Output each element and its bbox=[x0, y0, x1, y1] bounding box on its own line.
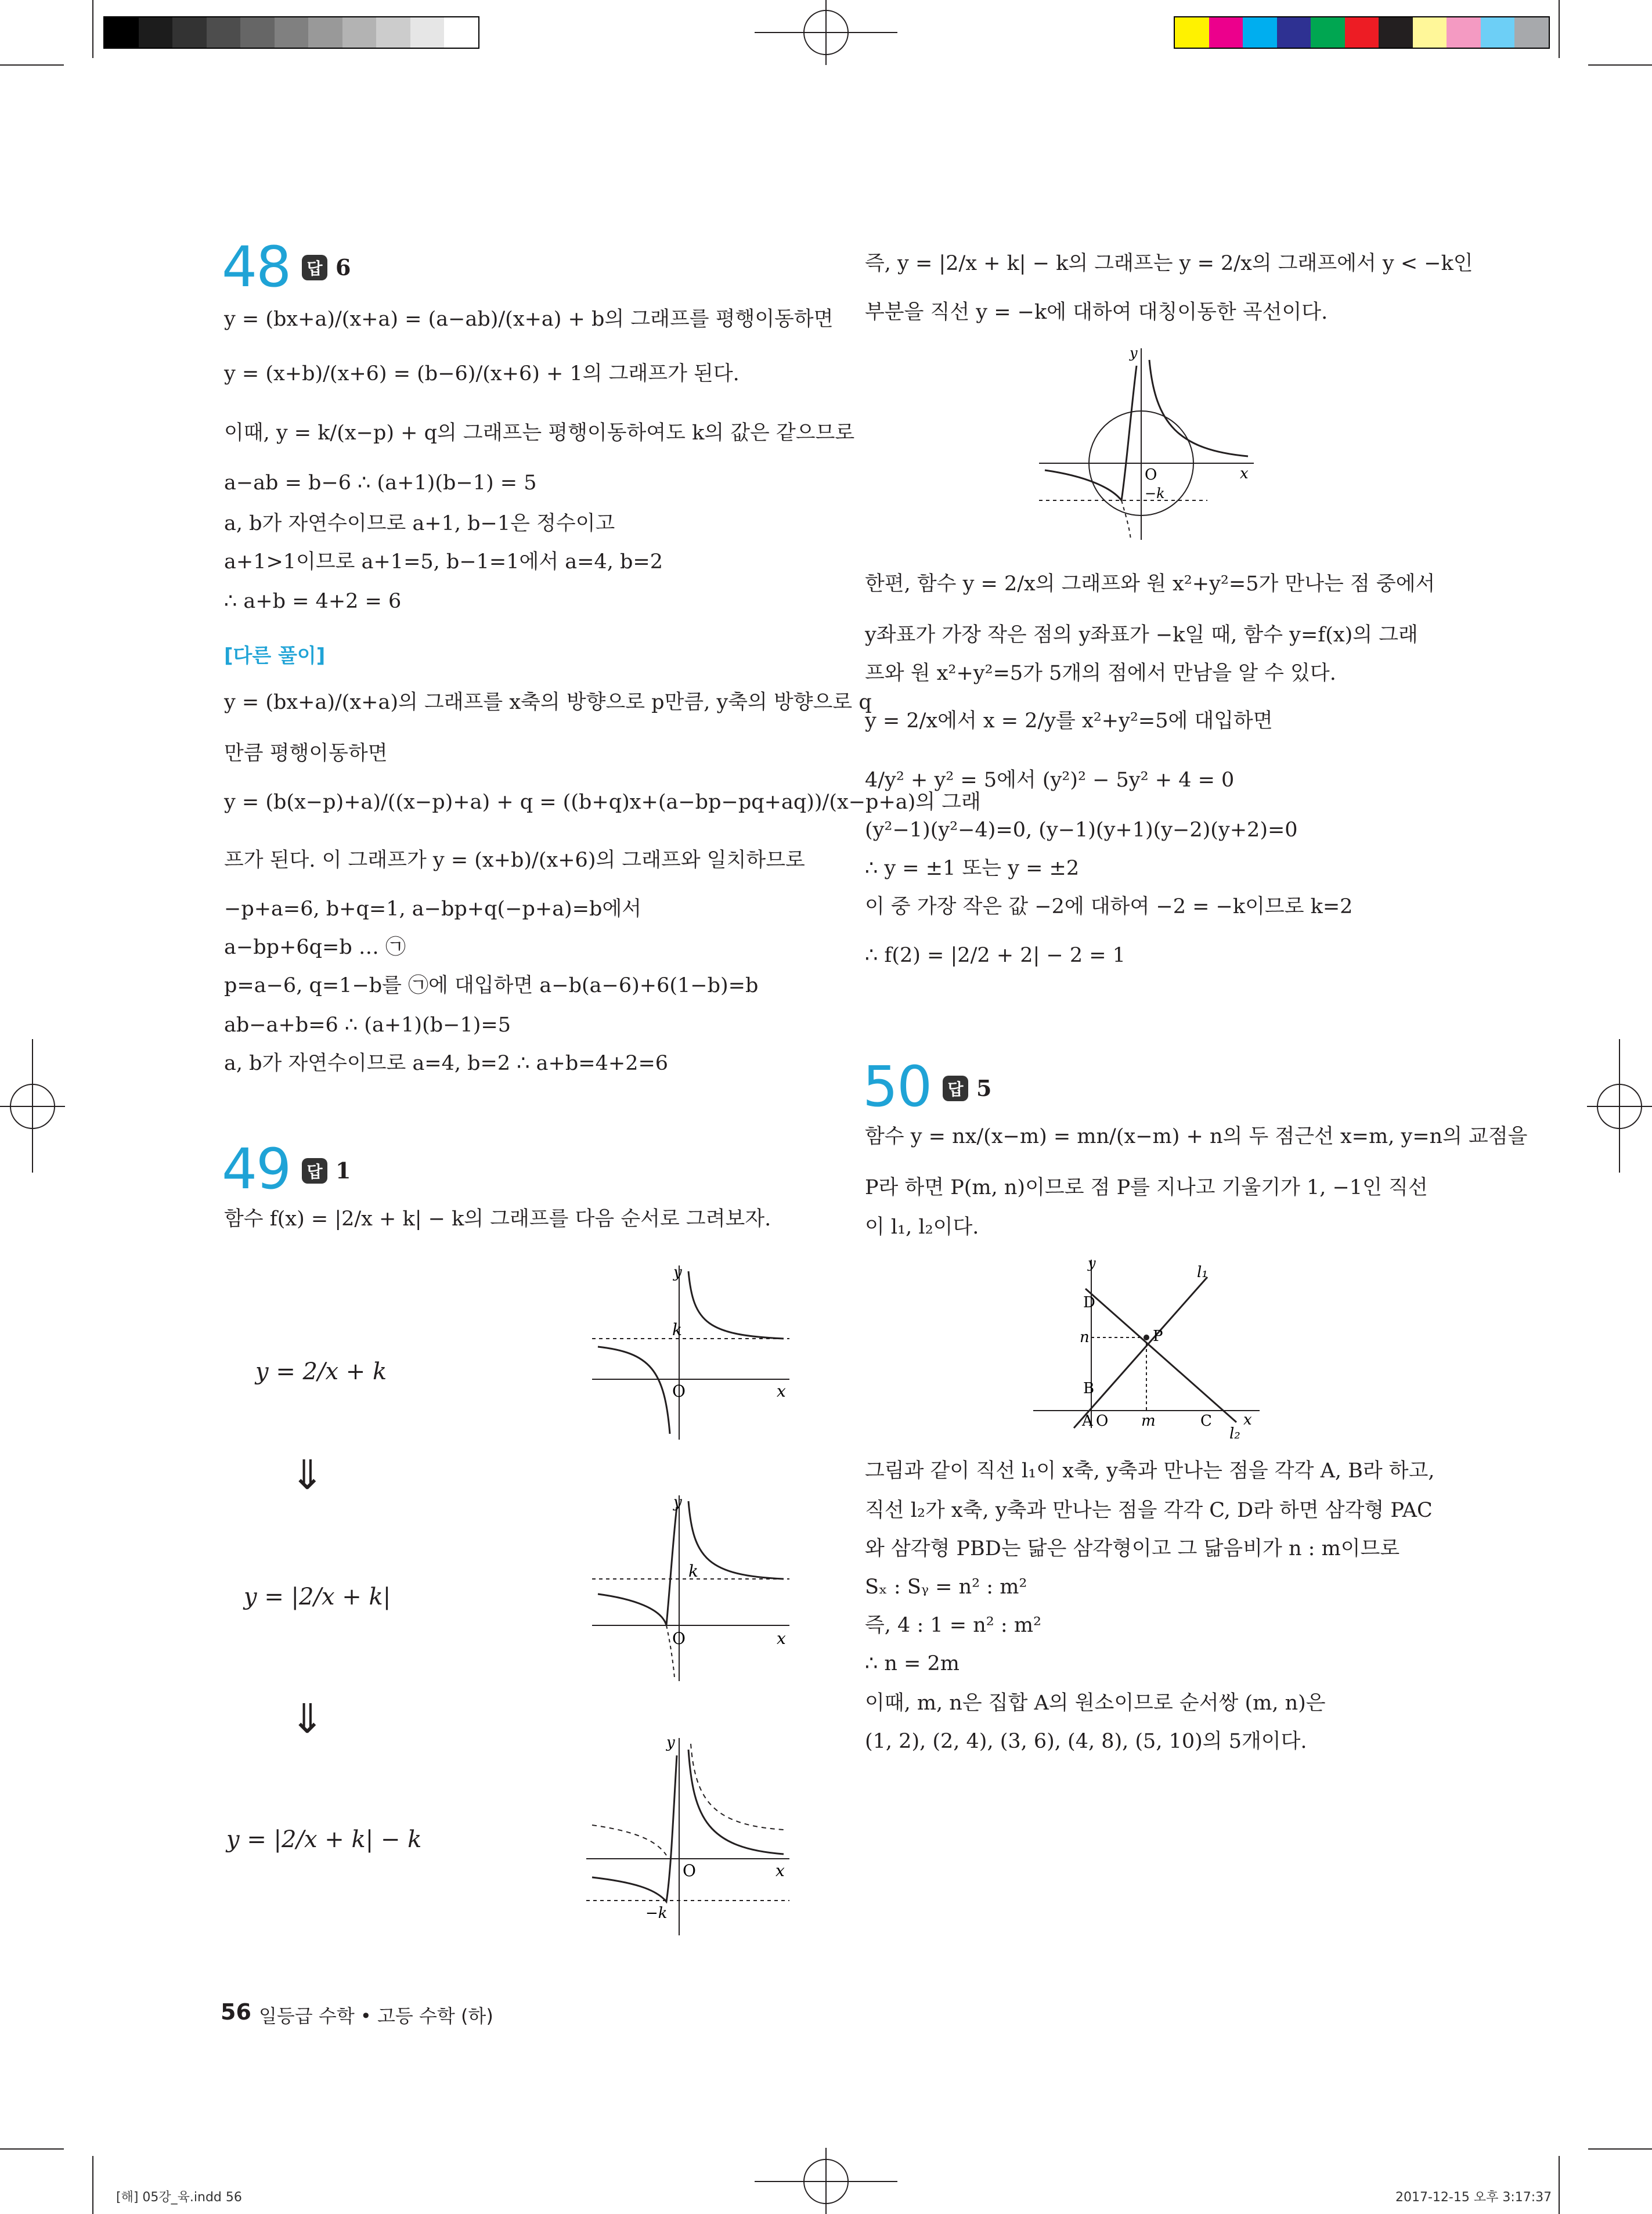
q50-after-line: 즉, 4 : 1 = n² : m² bbox=[865, 1614, 1042, 1637]
q49-after-line: 이 중 가장 작은 값 −2에 대하여 −2 = −k이므로 k=2 bbox=[865, 895, 1353, 918]
answer-badge: 답 bbox=[302, 255, 327, 280]
slug-right: 2017-12-15 오후 3:17:37 bbox=[1395, 2190, 1552, 2205]
label-y: y bbox=[666, 1734, 675, 1751]
hyperbola-left-dashed bbox=[1121, 500, 1131, 540]
hyperbola-right bbox=[1149, 360, 1248, 456]
circle-hyperbola-graph bbox=[1033, 342, 1265, 546]
q48-other-line: a−bp+6q=b … ㉠ bbox=[224, 936, 406, 959]
label-x: x bbox=[777, 1382, 786, 1401]
label-y: y bbox=[1088, 1255, 1096, 1271]
q48-other-line: 프가 된다. 이 그래프가 y = (x+b)/(x+6)의 그래프와 일치하므로 bbox=[224, 849, 805, 872]
label-o: O bbox=[1145, 466, 1157, 484]
q48-line: 이때, y = k/(x−p) + q의 그래프는 평행이동하여도 k의 값은 같으므로 bbox=[224, 421, 855, 445]
question-48-answer bbox=[302, 254, 351, 280]
question-48-number: 48 bbox=[222, 235, 291, 300]
label-l1: l₁ bbox=[1197, 1264, 1208, 1281]
q50-line: P라 하면 P(m, n)이므로 점 P를 지나고 기울기가 1, −1인 직선 bbox=[865, 1176, 1428, 1199]
q50-line: 함수 y = nx/(x−m) = mn/(x−m) + n의 두 점근선 x=m, y=n의 교점을 bbox=[865, 1125, 1528, 1148]
q48-line: ∴ a+b = 4+2 = 6 bbox=[224, 590, 402, 613]
question-49-answer bbox=[302, 1158, 351, 1184]
label-n: n bbox=[1080, 1329, 1090, 1346]
label-x: x bbox=[775, 1861, 785, 1880]
label-m: m bbox=[1141, 1412, 1156, 1430]
q49-after-line: y = 2/x에서 x = 2/y를 x²+y²=5에 대입하면 bbox=[865, 709, 1273, 733]
answer-badge: 답 bbox=[302, 1158, 327, 1184]
shifted-right bbox=[688, 1750, 784, 1854]
label-minus-k: −k bbox=[1145, 485, 1165, 502]
q49-cont-line: 즉, y = |2/x + k| − k의 그래프는 y = 2/x의 그래프에서 y < −k인 bbox=[865, 252, 1473, 275]
question-50-number: 50 bbox=[863, 1054, 932, 1119]
label-o: O bbox=[683, 1861, 696, 1880]
q48-line: y = (bx+a)/(x+a) = (a−ab)/(x+a) + b의 그래프를 평행이동하면 bbox=[224, 308, 834, 331]
q48-line: a+1>1이므로 a+1=5, b−1=1에서 a=4, b=2 bbox=[224, 550, 663, 574]
q48-other-line: 만큼 평행이동하면 bbox=[224, 742, 388, 765]
answer-value: 5 bbox=[976, 1075, 992, 1101]
step2-graph bbox=[586, 1490, 795, 1687]
hyperbola-right bbox=[688, 1501, 784, 1579]
q48-other-line: a, b가 자연수이므로 a=4, b=2 ∴ a+b=4+2=6 bbox=[224, 1052, 669, 1075]
q49-after-line: y좌표가 가장 작은 점의 y좌표가 −k일 때, 함수 y=f(x)의 그래 bbox=[865, 623, 1418, 647]
q50-after-line: 그림과 같이 직선 l₁이 x축, y축과 만나는 점을 각각 A, B라 하고, bbox=[865, 1459, 1435, 1483]
label-y: y bbox=[1130, 345, 1138, 361]
q49-after-line: 4/y² + y² = 5에서 (y²)² − 5y² + 4 = 0 bbox=[865, 769, 1235, 792]
original-left-dashed bbox=[592, 1825, 666, 1855]
q48-line: a−ab = b−6 ∴ (a+1)(b−1) = 5 bbox=[224, 471, 537, 495]
label-b: B bbox=[1083, 1380, 1095, 1397]
answer-value: 1 bbox=[336, 1158, 351, 1184]
label-x: x bbox=[1240, 465, 1249, 482]
step-arrow: ⇓ bbox=[290, 1451, 324, 1499]
step-arrow: ⇓ bbox=[290, 1695, 324, 1743]
label-a: A bbox=[1082, 1412, 1093, 1430]
q49-after-line: ∴ f(2) = |2/2 + 2| − 2 = 1 bbox=[865, 944, 1126, 967]
question-50-answer bbox=[943, 1075, 991, 1101]
hyperbola-right bbox=[688, 1271, 784, 1339]
step2-caption: y = |2/x + k| bbox=[244, 1584, 391, 1610]
q49-after-line: 프와 원 x²+y²=5가 5개의 점에서 만남을 알 수 있다. bbox=[865, 662, 1336, 685]
step3-caption: y = |2/x + k| − k bbox=[226, 1826, 422, 1853]
q48-other-line: −p+a=6, b+q=1, a−bp+q(−p+a)=b에서 bbox=[224, 897, 642, 921]
q49-after-line: ∴ y = ±1 또는 y = ±2 bbox=[865, 857, 1080, 880]
label-k: k bbox=[688, 1562, 698, 1581]
step3-graph bbox=[580, 1732, 795, 1941]
step1-caption: y = 2/x + k bbox=[255, 1358, 387, 1385]
label-c: C bbox=[1200, 1412, 1212, 1430]
shifted-left bbox=[592, 1755, 677, 1902]
hyperbola-left-reflected bbox=[1045, 366, 1137, 500]
label-o: O bbox=[672, 1382, 686, 1401]
label-k: k bbox=[672, 1320, 682, 1339]
label-y: y bbox=[673, 1264, 682, 1281]
q48-line: a, b가 자연수이므로 a+1, b−1은 정수이고 bbox=[224, 512, 615, 535]
label-x: x bbox=[777, 1629, 786, 1648]
q50-after-line: Sₓ : Sᵧ = n² : m² bbox=[865, 1575, 1027, 1599]
q50-after-line: 직선 l₂가 x축, y축과 만나는 점을 각각 C, D라 하면 삼각형 PAC bbox=[865, 1499, 1433, 1522]
original-right-dashed bbox=[691, 1744, 784, 1830]
q49-cont-line: 부분을 직선 y = −k에 대하여 대칭이동한 곡선이다. bbox=[865, 301, 1328, 324]
hyperbola-left bbox=[598, 1347, 670, 1434]
label-p: P bbox=[1153, 1328, 1163, 1345]
hyperbola-left-abs bbox=[598, 1507, 677, 1625]
question-49-number: 49 bbox=[222, 1137, 291, 1202]
q48-other-line: y = (bx+a)/(x+a)의 그래프를 x축의 방향으로 p만큼, y축의 방향으로 q bbox=[224, 691, 872, 714]
label-o: O bbox=[672, 1629, 686, 1648]
book-title: 일등급 수학 • 고등 수학 (하) bbox=[259, 2005, 493, 2027]
label-x: x bbox=[1243, 1411, 1252, 1429]
q49-after-line: (y²−1)(y²−4)=0, (y−1)(y+1)(y−2)(y+2)=0 bbox=[865, 818, 1298, 842]
page-number: 56 bbox=[221, 1999, 251, 2025]
point-p bbox=[1144, 1335, 1149, 1340]
q48-other-line: p=a−6, q=1−b를 ㉠에 대입하면 a−b(a−6)+6(1−b)=b bbox=[224, 974, 759, 997]
q50-after-line: 이때, m, n은 집합 A의 원소이므로 순서쌍 (m, n)은 bbox=[865, 1692, 1326, 1715]
q50-after-line: ∴ n = 2m bbox=[865, 1652, 960, 1675]
q50-after-line: (1, 2), (2, 4), (3, 6), (4, 8), (5, 10)의 5개이다. bbox=[865, 1730, 1307, 1753]
label-l2: l₂ bbox=[1229, 1425, 1240, 1443]
q48-other-line: ab−a+b=6 ∴ (a+1)(b−1)=5 bbox=[224, 1014, 511, 1037]
step1-graph bbox=[586, 1260, 795, 1445]
label-d: D bbox=[1083, 1294, 1095, 1311]
answer-value: 6 bbox=[336, 254, 351, 280]
tangent-lines-graph bbox=[1027, 1254, 1271, 1445]
q48-other-line: y = (b(x−p)+a)/((x−p)+a) + q = ((b+q)x+(a−bp−pq+aq))/(x−p+a)의 그래 bbox=[224, 791, 981, 814]
q50-after-line: 와 삼각형 PBD는 닮은 삼각형이고 그 닮음비가 n : m이므로 bbox=[865, 1537, 1400, 1560]
label-y: y bbox=[673, 1494, 682, 1511]
label-o: O bbox=[1096, 1412, 1109, 1430]
q50-line: 이 l₁, l₂이다. bbox=[865, 1216, 979, 1239]
answer-badge: 답 bbox=[943, 1076, 968, 1101]
label-minus-k: −k bbox=[645, 1905, 668, 1922]
q48-line: y = (x+b)/(x+6) = (b−6)/(x+6) + 1의 그래프가 된다. bbox=[224, 362, 740, 385]
q49-after-line: 한편, 함수 y = 2/x의 그래프와 원 x²+y²=5가 만나는 점 중에서 bbox=[865, 572, 1435, 596]
q49-intro: 함수 f(x) = |2/x + k| − k의 그래프를 다음 순서로 그려보자. bbox=[224, 1207, 771, 1231]
line-l2 bbox=[1085, 1289, 1236, 1422]
slug-left: [해] 05강_육.indd 56 bbox=[116, 2190, 242, 2205]
other-solution-title: [다른 풀이] bbox=[224, 644, 326, 668]
